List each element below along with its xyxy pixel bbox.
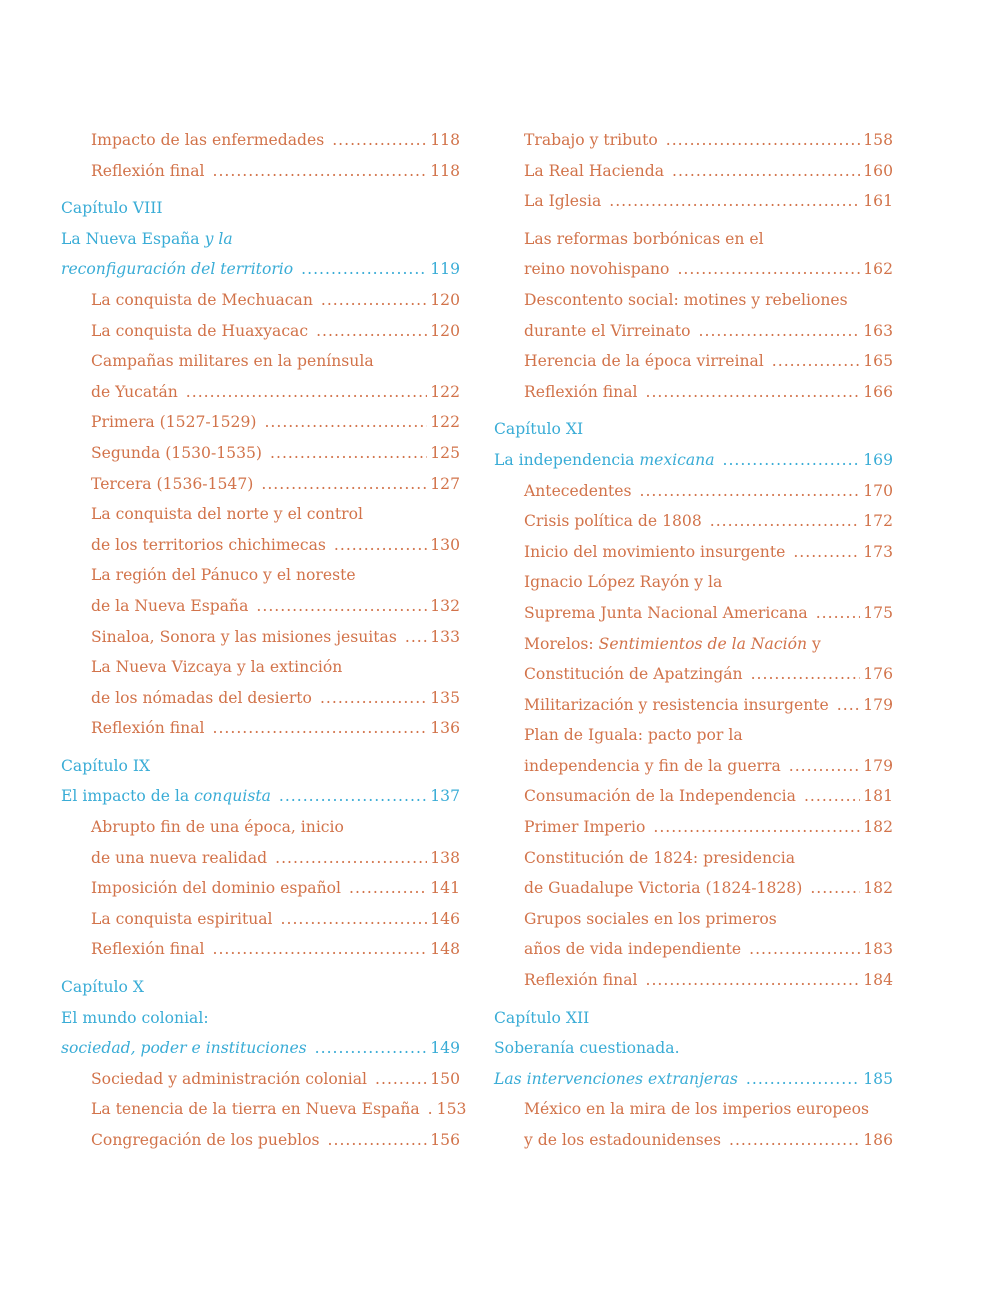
title-fragment: y	[807, 634, 821, 653]
entry-title: Herencia de la época virreinal	[524, 352, 764, 371]
dot-leader	[328, 1125, 428, 1156]
page-number: 161	[863, 192, 893, 211]
entry-title: Capítulo VIII	[61, 199, 163, 218]
dot-leader	[213, 156, 428, 187]
page-number: 118	[430, 161, 460, 180]
toc-entry	[494, 1125, 893, 1156]
toc-column-right	[494, 125, 893, 1156]
page-number: 173	[863, 542, 893, 561]
entry-title: Imposición del dominio español	[91, 879, 342, 898]
title-fragment: reconfiguración del territorio	[61, 260, 294, 279]
dot-leader	[816, 598, 861, 629]
dot-leader	[810, 873, 860, 904]
entry-title: Reflexión final	[524, 382, 638, 401]
toc-entry	[61, 438, 460, 469]
dot-leader	[837, 690, 860, 721]
entry-title: reino novohispano	[524, 260, 670, 279]
dot-leader	[672, 156, 860, 187]
entry-title: Suprema Junta Nacional Americana	[524, 603, 808, 622]
toc-entry	[494, 629, 893, 660]
page-number: 127	[430, 474, 460, 493]
entry-title	[494, 1039, 680, 1057]
entry-title: Primera (1527-1529)	[91, 413, 257, 432]
entry-title: La Nueva Vizcaya y la extinción	[91, 658, 343, 677]
entry-title	[61, 1009, 209, 1027]
toc-entry	[494, 254, 893, 285]
toc-entry	[61, 560, 460, 591]
toc-entry	[494, 316, 893, 347]
toc-entry	[494, 598, 893, 629]
entry-title	[524, 635, 821, 653]
dot-leader	[729, 1125, 860, 1156]
entry-title: La Real Hacienda	[524, 161, 664, 180]
entry-title: Constitución de 1824: presidencia	[524, 848, 796, 867]
entry-title: de Yucatán	[91, 382, 178, 401]
chapter-title	[494, 1064, 893, 1095]
title-fragment: Soberanía cuestionada.	[494, 1039, 680, 1058]
dot-leader	[301, 254, 427, 285]
dot-leader	[375, 1064, 427, 1095]
toc-entry	[61, 683, 460, 714]
entry-title: Segunda (1530-1535)	[91, 443, 263, 462]
page-number: 166	[863, 382, 893, 401]
dot-leader	[772, 346, 860, 377]
entry-title: Sociedad y administración colonial	[91, 1069, 368, 1088]
toc-entry	[494, 873, 893, 904]
toc-entry	[494, 567, 893, 598]
dot-leader	[646, 965, 861, 996]
toc-entry	[61, 407, 460, 438]
entry-title: La conquista del norte y el control	[91, 505, 363, 524]
page-number: 133	[430, 627, 460, 646]
page-number: 186	[863, 1131, 893, 1149]
page-number: 172	[863, 512, 893, 531]
entry-title: Tercera (1536-1547)	[91, 474, 254, 493]
toc-entry	[61, 316, 460, 347]
toc-entry	[61, 285, 460, 316]
page-number: 184	[863, 971, 893, 990]
toc-entry	[494, 537, 893, 568]
entry-title: independencia y fin de la guerra	[524, 756, 781, 775]
dot-leader	[349, 873, 427, 904]
page-number: 183	[863, 940, 893, 959]
entry-title: Primer Imperio	[524, 818, 646, 837]
toc-entry	[494, 506, 893, 537]
page-number: 120	[430, 321, 460, 340]
entry-title: Campañas militares en la península	[91, 352, 374, 371]
title-fragment: El impacto de la	[61, 787, 195, 806]
entry-title: años de vida independiente	[524, 940, 742, 959]
page-number: 182	[863, 879, 893, 898]
dot-leader	[332, 125, 427, 156]
entry-title	[61, 781, 271, 812]
toc-entry	[61, 1094, 467, 1125]
dot-leader	[746, 1064, 860, 1095]
dot-leader	[666, 125, 860, 156]
toc-entry	[494, 965, 893, 996]
dot-leader	[279, 781, 427, 812]
entry-title: Inicio del movimiento insurgente	[524, 542, 786, 561]
dot-leader	[334, 530, 427, 561]
toc-entry	[61, 156, 460, 187]
dot-leader	[699, 316, 861, 347]
dot-leader	[428, 1094, 434, 1125]
toc-entry	[61, 377, 460, 408]
toc-entry	[61, 530, 460, 561]
page-number: 182	[863, 818, 893, 837]
title-fragment: conquista	[194, 787, 271, 806]
entry-title: Reflexión final	[91, 719, 205, 738]
dot-leader	[261, 469, 427, 500]
dot-leader	[710, 506, 860, 537]
entry-title: Constitución de Apatzingán	[524, 665, 743, 684]
entry-title: Capítulo XII	[494, 1008, 590, 1027]
toc-entry	[61, 622, 460, 653]
page-number: 138	[430, 848, 460, 867]
dot-leader	[275, 843, 427, 874]
entry-title: Grupos sociales en los primeros	[524, 909, 777, 928]
dot-leader	[789, 751, 860, 782]
entry-title: Crisis política de 1808	[524, 512, 702, 531]
entry-title	[61, 254, 293, 285]
entry-title: Capítulo XI	[494, 420, 584, 439]
entry-title	[61, 1033, 307, 1064]
entry-title: Reflexión final	[91, 161, 205, 180]
toc-entry	[494, 690, 893, 721]
title-fragment: Las intervenciones extranjeras	[494, 1069, 738, 1088]
entry-title: Reflexión final	[91, 940, 205, 959]
page-number: 136	[430, 719, 460, 738]
toc-entry	[494, 377, 893, 408]
toc-entry	[61, 843, 460, 874]
dot-leader	[405, 622, 427, 653]
page-number: 175	[863, 603, 893, 622]
page-number: 185	[863, 1069, 893, 1088]
toc-entry	[494, 720, 893, 751]
entry-title	[61, 230, 233, 248]
dot-leader	[677, 254, 860, 285]
entry-title: de una nueva realidad	[91, 848, 268, 867]
chapter-heading	[494, 414, 893, 445]
entry-title: durante el Virreinato	[524, 321, 691, 340]
dot-leader	[256, 591, 427, 622]
entry-title: Reflexión final	[524, 971, 638, 990]
chapter-title	[61, 1003, 460, 1034]
entry-title: La conquista de Mechuacan	[91, 290, 313, 309]
dot-leader	[653, 812, 860, 843]
dot-leader	[646, 377, 861, 408]
dot-leader	[793, 537, 860, 568]
page-number: 118	[430, 131, 460, 149]
dot-leader	[270, 438, 427, 469]
page-number: 181	[863, 787, 893, 806]
page-number: 179	[863, 756, 893, 775]
title-fragment: mexicana	[639, 450, 715, 469]
title-fragment: La Nueva España	[61, 229, 205, 248]
page-number: 119	[430, 260, 460, 279]
entry-title: La conquista espiritual	[91, 909, 273, 928]
title-fragment: sociedad, poder e instituciones	[61, 1039, 307, 1058]
page-number: 150	[430, 1069, 460, 1088]
toc-entry	[494, 1094, 893, 1125]
toc-entry	[494, 659, 893, 690]
toc-column-left	[61, 125, 467, 1156]
entry-title: Capítulo X	[61, 978, 144, 997]
page-number: 169	[863, 450, 893, 469]
chapter-title	[61, 781, 460, 812]
toc-entry	[494, 812, 893, 843]
dot-leader	[751, 659, 861, 690]
entry-title: La Iglesia	[524, 192, 602, 211]
title-fragment: El mundo colonial:	[61, 1008, 209, 1027]
toc-entry	[61, 591, 460, 622]
page-number: 160	[863, 161, 893, 180]
page-number: 162	[863, 260, 893, 279]
toc-entry	[494, 156, 893, 187]
dot-leader	[213, 934, 428, 965]
page-number: 156	[430, 1131, 460, 1149]
chapter-heading	[61, 751, 460, 782]
dot-leader	[609, 186, 860, 217]
page-number: 170	[863, 481, 893, 500]
title-fragment: y la	[204, 229, 233, 248]
dot-leader	[320, 683, 427, 714]
toc-entry	[494, 346, 893, 377]
toc-entry	[494, 476, 893, 507]
page-number: 158	[863, 131, 893, 149]
toc-entry	[494, 125, 893, 156]
chapter-title	[494, 445, 893, 476]
dot-leader	[640, 476, 861, 507]
chapter-title	[494, 1033, 893, 1064]
entry-title: Militarización y resistencia insurgente	[524, 695, 829, 714]
toc-entry	[61, 499, 460, 530]
page-number: 163	[863, 321, 893, 340]
entry-title: Congregación de los pueblos	[91, 1131, 320, 1149]
entry-title: La conquista de Huaxyacac	[91, 321, 309, 340]
page-number: 149	[430, 1039, 460, 1058]
entry-title: Ignacio López Rayón y la	[524, 573, 723, 592]
toc-entry	[61, 652, 460, 683]
entry-title: y de los estadounidenses	[524, 1131, 721, 1149]
toc-entry	[494, 781, 893, 812]
entry-title: Trabajo y tributo	[524, 131, 658, 149]
page-number: 122	[430, 413, 460, 432]
entry-title: Consumación de la Independencia	[524, 787, 796, 806]
page-number: 135	[430, 688, 460, 707]
dot-leader	[804, 781, 860, 812]
title-fragment: Morelos:	[524, 634, 599, 653]
chapter-heading	[494, 1003, 893, 1034]
toc-entry	[61, 469, 460, 500]
entry-title: Impacto de las enfermedades	[91, 131, 325, 149]
page-number: 125	[430, 443, 460, 462]
entry-title: de los territorios chichimecas	[91, 535, 326, 554]
toc-entry	[61, 125, 460, 156]
title-fragment: Sentimientos de la Nación	[598, 634, 808, 653]
page-number: 176	[863, 665, 893, 684]
dot-leader	[316, 316, 427, 347]
entry-title: Antecedentes	[524, 481, 632, 500]
toc-entry	[494, 186, 893, 217]
entry-title: Abrupto fin de una época, inicio	[91, 818, 344, 837]
page-number: 137	[430, 787, 460, 806]
chapter-title	[61, 1033, 460, 1064]
dot-leader	[213, 713, 428, 744]
toc-entry	[61, 904, 460, 935]
toc-entry	[494, 751, 893, 782]
entry-title	[494, 1064, 738, 1095]
chapter-heading	[61, 193, 460, 224]
entry-title: Plan de Iguala: pacto por la	[524, 726, 743, 745]
page-number: 153	[436, 1100, 467, 1119]
chapter-title	[61, 254, 460, 285]
toc-entry	[61, 346, 460, 377]
toc-entry	[61, 1125, 460, 1156]
toc-entry	[494, 904, 893, 935]
page-number: 141	[430, 879, 460, 898]
entry-title: de los nómadas del desierto	[91, 688, 312, 707]
toc-entry	[61, 1064, 460, 1095]
dot-leader	[186, 377, 427, 408]
chapter-heading	[61, 972, 460, 1003]
entry-title: La región del Pánuco y el noreste	[91, 566, 356, 585]
entry-title: Capítulo IX	[61, 756, 151, 775]
entry-title: Descontento social: motines y rebeliones	[524, 290, 848, 309]
page-number: 122	[430, 382, 460, 401]
page-number: 130	[430, 535, 460, 554]
entry-title: Las reformas borbónicas en el	[524, 229, 764, 248]
page-number: 148	[430, 940, 460, 959]
toc-entry	[61, 812, 460, 843]
toc-entry	[61, 713, 460, 744]
entry-title: de Guadalupe Victoria (1824-1828)	[524, 879, 803, 898]
entry-title: Sinaloa, Sonora y las misiones jesuitas	[91, 627, 397, 646]
toc-entry	[494, 224, 893, 255]
dot-leader	[264, 407, 427, 438]
page-number: 179	[863, 695, 893, 714]
toc-entry	[494, 843, 893, 874]
entry-title: México en la mira de los imperios europeos	[524, 1100, 869, 1119]
dot-leader	[749, 934, 860, 965]
title-fragment: La independencia	[494, 450, 640, 469]
page-number: 165	[863, 352, 893, 371]
dot-leader	[281, 904, 428, 935]
dot-leader	[315, 1033, 428, 1064]
toc-entry	[494, 934, 893, 965]
toc-entry	[61, 873, 460, 904]
dot-leader	[321, 285, 427, 316]
page-number: 120	[430, 290, 460, 309]
dot-leader	[723, 445, 861, 476]
entry-title: de la Nueva España	[91, 596, 249, 615]
page-number: 132	[430, 596, 460, 615]
entry-title	[494, 445, 715, 476]
entry-title: La tenencia de la tierra en Nueva España	[91, 1100, 420, 1119]
page-number: 146	[430, 909, 460, 928]
chapter-title	[61, 224, 460, 255]
toc-entry	[61, 934, 460, 965]
toc-entry	[494, 285, 893, 316]
